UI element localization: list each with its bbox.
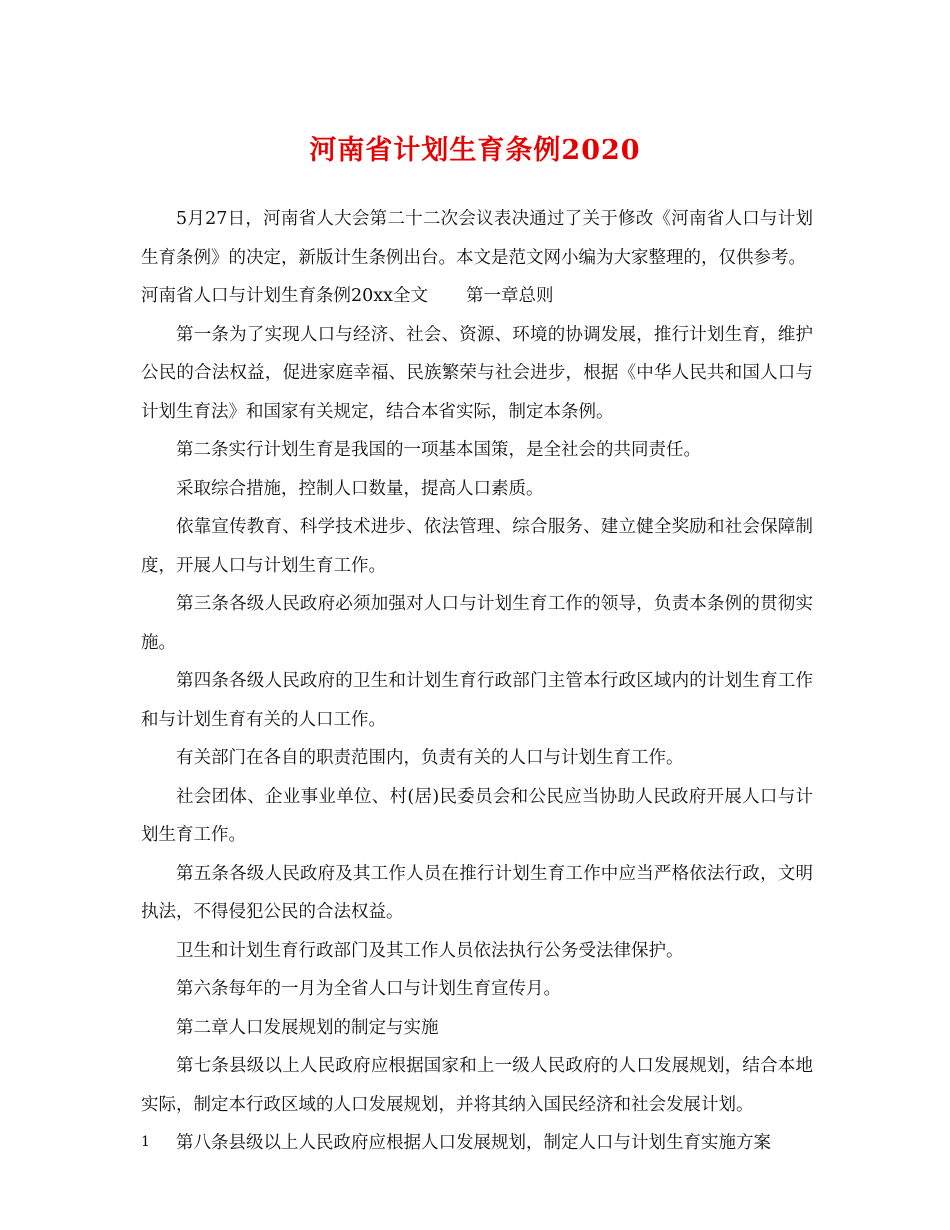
article-4-clause-3: 社会团体、企业事业单位、村(居)民委员会和公民应当协助人民政府开展人口与计划生育工作。	[141, 786, 813, 845]
article-7: 第七条县级以上人民政府应根据国家和上一级人民政府的人口发展规划，结合本地实际，制定本行政区域的人口发展规划，并将其纳入国民经济和社会发展计划。	[141, 1056, 813, 1115]
article-4-clause-2: 有关部门在各自的职责范围内，负责有关的人口与计划生育工作。	[176, 748, 684, 768]
article-2-clause-3: 依靠宣传教育、科学技术进步、依法管理、综合服务、建立健全奖励和社会保障制度，开展人口与计划生育工作。	[141, 517, 813, 576]
chapter-one-heading: 第一章总则	[466, 286, 554, 306]
article-3: 第三条各级人民政府必须加强对人口与计划生育工作的领导，负责本条例的贯彻实施。	[141, 594, 813, 653]
chapter-two-heading: 第二章人口发展规划的制定与实施	[176, 1017, 439, 1038]
article-2: 第二条实行计划生育是我国的一项基本国策，是全社会的共同责任。	[176, 440, 701, 460]
document-body	[141, 200, 813, 1163]
document-title: 河南省计划生育条例2020	[309, 135, 641, 166]
article-2-clause-2: 采取综合措施，控制人口数量，提高人口素质。	[176, 478, 544, 499]
article-5: 第五条各级人民政府及其工作人员在推行计划生育工作中应当严格依法行政，文明执法，不得侵犯公民的合法权益。	[141, 863, 813, 922]
article-4: 第四条各级人民政府的卫生和计划生育行政部门主管本行政区域内的计划生育工作和与计划生育有关的人口工作。	[141, 671, 813, 730]
article-6: 第六条每年的一月为全省人口与计划生育宣传月。	[176, 979, 561, 999]
page-number: 1	[141, 1134, 150, 1150]
paragraph-intro: 5月27日，河南省人大会第二十二次会议表决通过了关于修改《河南省人口与计划生育条例》的决定，新版计生条例出台。本文是范文网小编为大家整理的，仅供参考。	[141, 209, 813, 268]
law-fulltext-label: 河南省人口与计划生育条例20xx全文	[141, 286, 429, 306]
article-1: 第一条为了实现人口与经济、社会、资源、环境的协调发展，推行计划生育，维护公民的合法权益，促进家庭幸福、民族繁荣与社会进步，根据《中华人民共和国人口与计划生育法》和国家有关规定，结合本省实际，制定本条例。	[141, 324, 813, 422]
chapter-heading-line	[141, 277, 813, 316]
article-5-clause-2: 卫生和计划生育行政部门及其工作人员依法执行公务受法律保护。	[176, 940, 684, 961]
article-8: 第八条县级以上人民政府应根据人口发展规划，制定人口与计划生育实施方案	[176, 1133, 771, 1153]
